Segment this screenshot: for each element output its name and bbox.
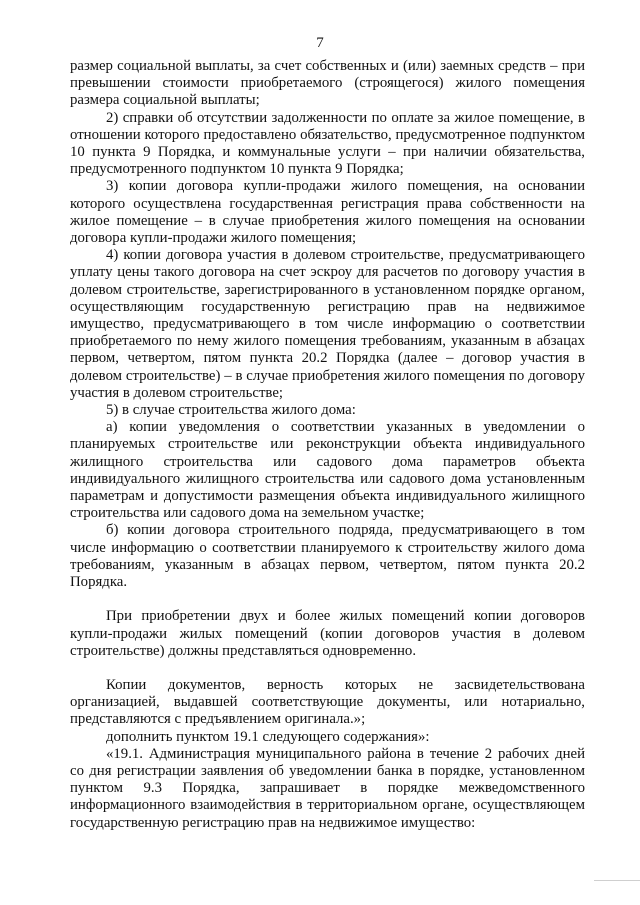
paragraph-19-1: «19.1. Администрация муниципального района в течение 2 рабочих дней со дня регистрации заявления об уведомлении банка в порядке, установленном пунктом 9.3 Порядка, запрашивает в порядке межведомственного информационного взаимодействия в территориальном органе, осуществляющем государственную регистрацию прав на недвижимое имущество: [70,745,585,831]
page-number: 7 [316,35,324,51]
paragraph-item-3: 3) копии договора купли-продажи жилого помещения, на основании которого осуществлена государственная регистрация права собственности на жилое помещение – в случае приобретения жилого помещения на основании договора купли-продажи жилого помещения; [70,178,585,247]
paragraph-item-5: 5) в случае строительства жилого дома: [106,402,356,419]
paragraph-simultaneous: При приобретении двух и более жилых помещений копии договоров купли-продажи жилых помещений (копии договоров участия в долевом строительстве) должны представляться одновременно. [70,608,585,659]
paragraph-item-4: 4) копии договора участия в долевом строительстве, предусматривающего уплату цены такого договора на счет эскроу для расчетов по договору участия в долевом строительстве, зарегистрированного в установленном порядке органом, осуществляющим государственную регистрацию прав на недвижимое имущество, предусматривающего в том числе информацию о соответствии приобретаемого по нему жилого помещения требованиям, указанным в абзацах первом, четвертом, пятом пункта 20.2 Порядка (далее – договор участия в долевом строительстве) – в случае приобретения жилого помещения по договору участия в долевом строительстве; [70,247,585,401]
paragraph-continuation: размер социальной выплаты, за счет собственных и (или) заемных средств – при превышении стоимости приобретаемого (строящегося) жилого помещения размера социальной выплаты; [70,58,585,109]
paragraph-copies: Копии документов, верность которых не засвидетельствована организацией, выдавшей соответствующие документы, или нотариально, представляются с предъявлением оригинала.»; [70,676,585,728]
document-body [70,58,585,832]
paragraph-item-5b: б) копии договора строительного подряда, предусматривающего в том числе информацию о соответствии планируемого к строительству жилого дома требованиям, указанным в абзацах первом, четвертом, пятом пункта 20.2 Порядка. [70,522,585,591]
scan-edge-line [594,880,640,881]
paragraph-item-5a: а) копии уведомления о соответствии указанных в уведомлении о планируемых строительстве или реконструкции объекта индивидуального жилищного строительства или садового дома параметров объекта индивидуального жилищного строительства или садового дома установленным параметрам и допустимости размещения объекта индивидуального жилищного строительства или садового дома на земельном участке; [70,419,585,522]
paragraph-add-19-1: дополнить пунктом 19.1 следующего содержания»: [106,728,430,745]
paragraph-item-2: 2) справки об отсутствии задолженности по оплате за жилое помещение, в отношении которого предоставлено обязательство, предусмотренное подпунктом 10 пункта 9 Порядка, и коммунальные услуги – при наличии обязательства, предусмотренного подпунктом 10 пункта 9 Порядка; [70,109,585,178]
